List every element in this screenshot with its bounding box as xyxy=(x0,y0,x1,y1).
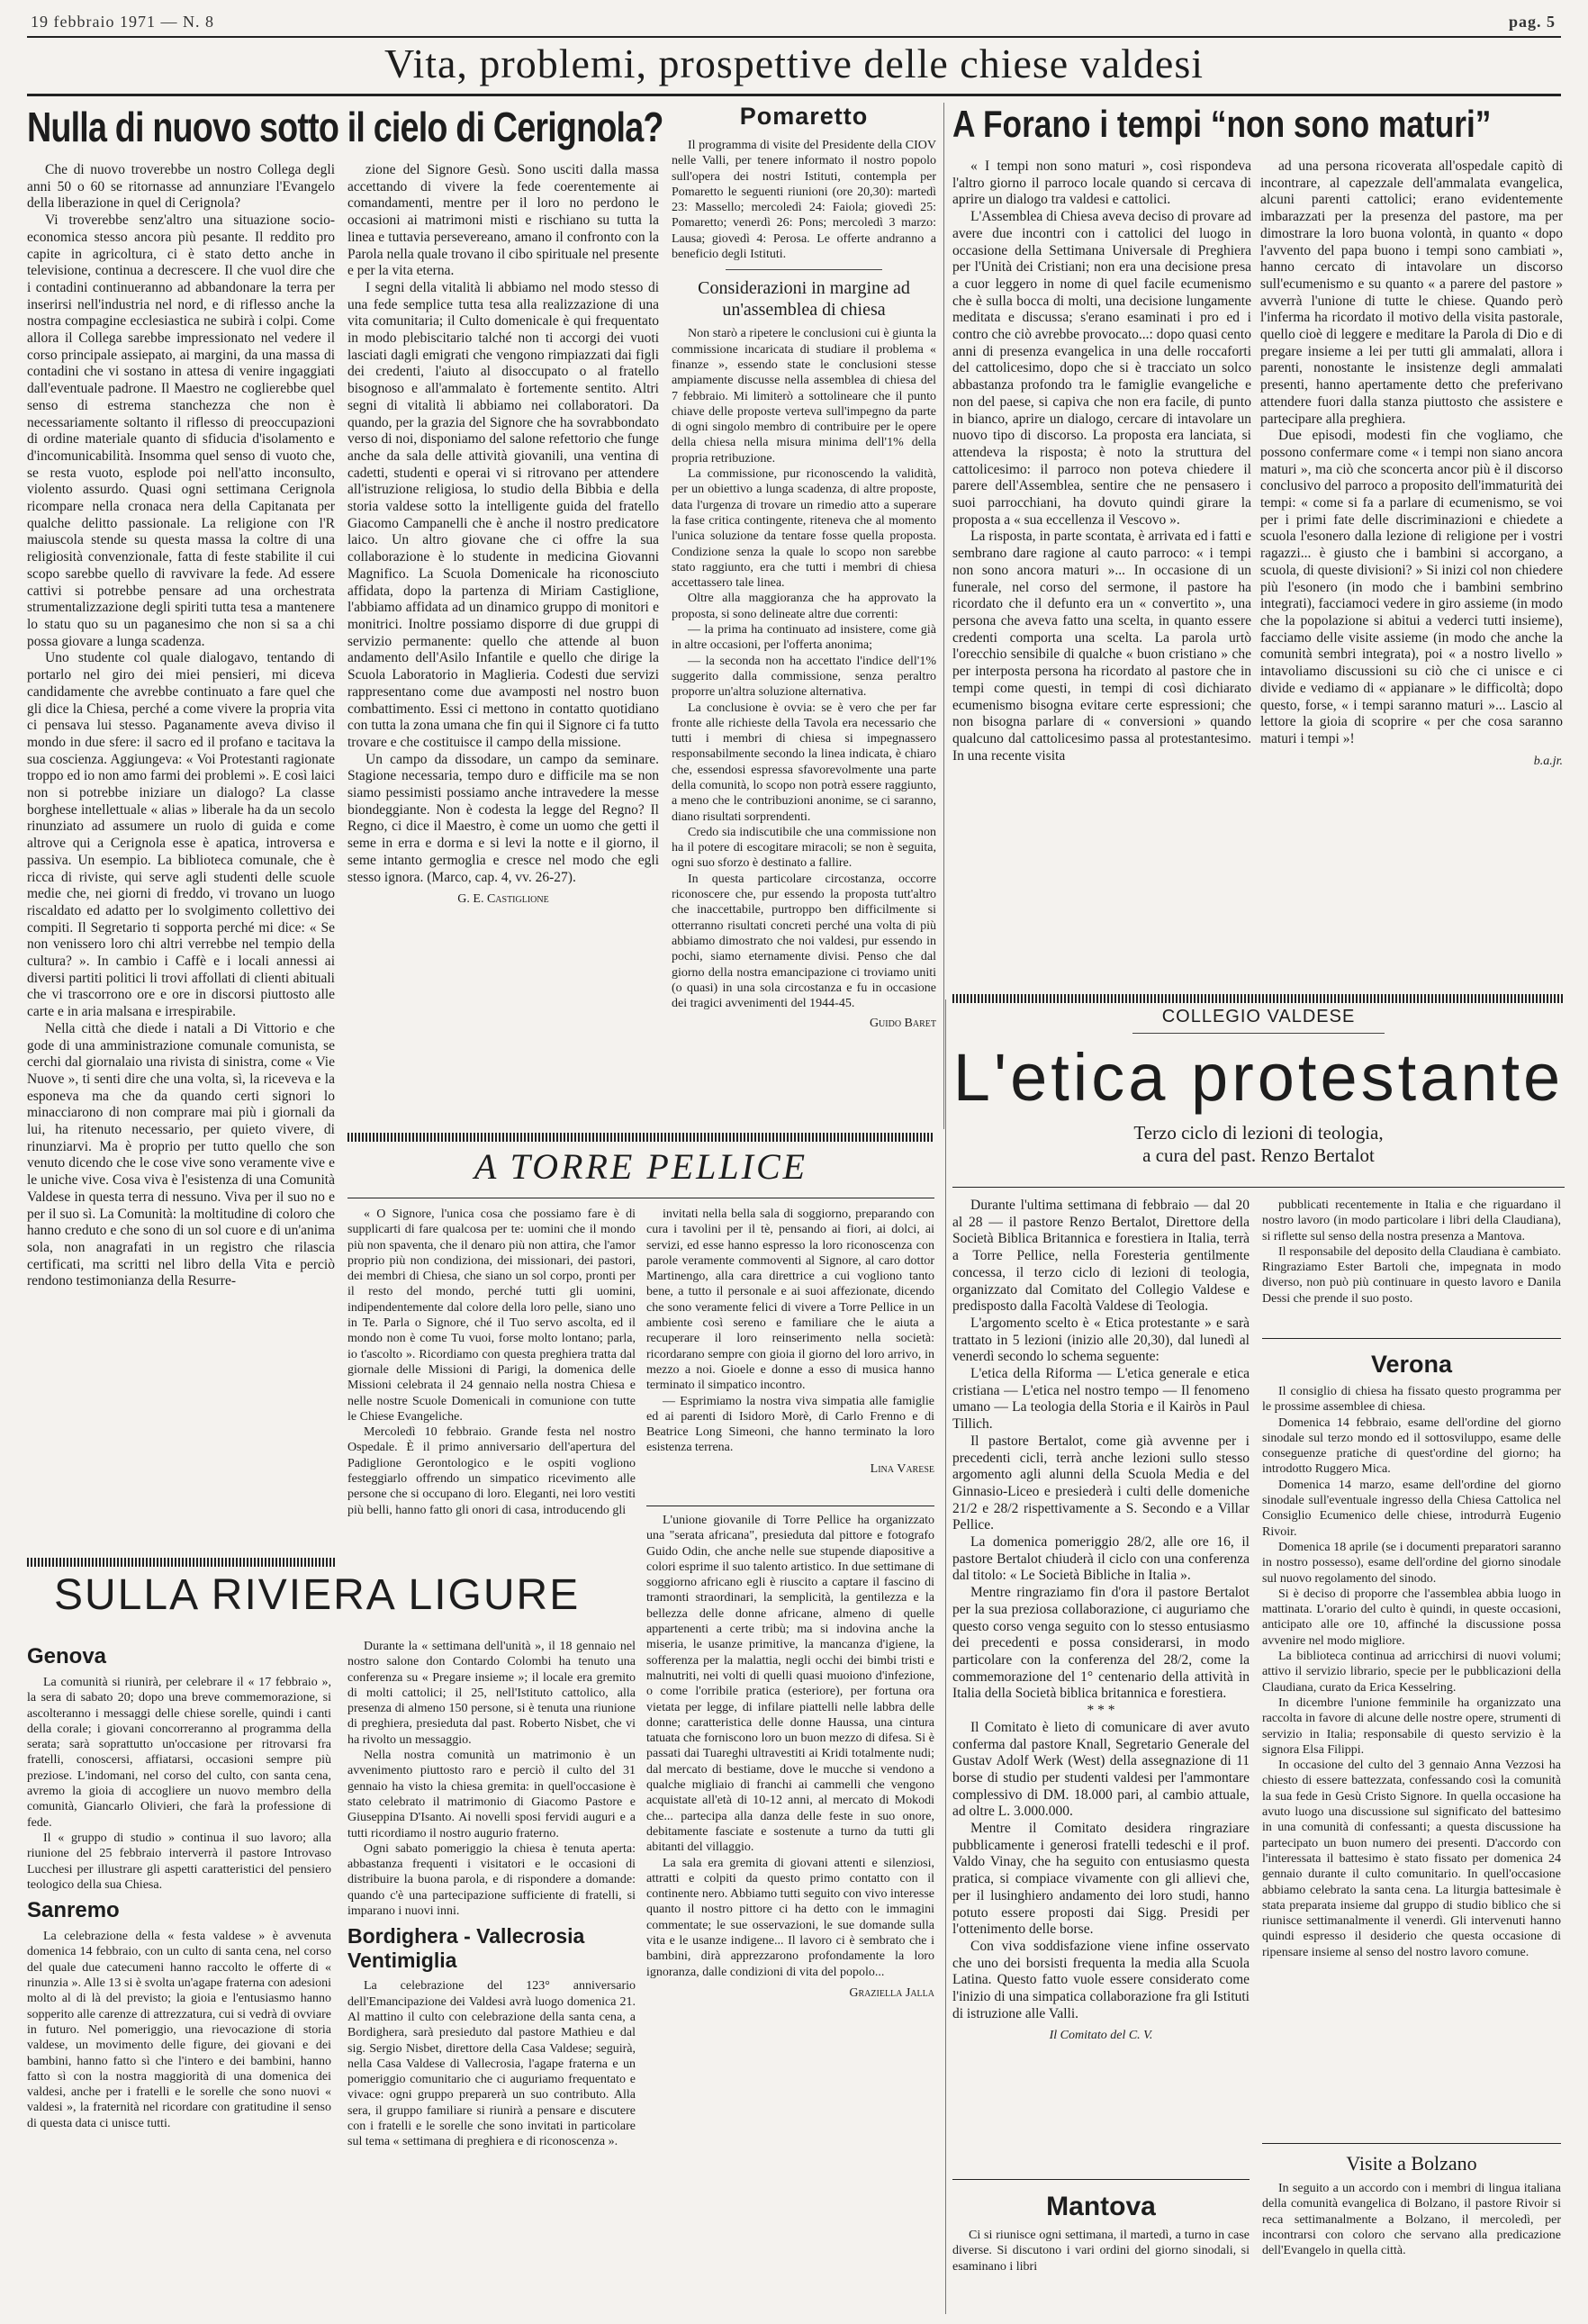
torre-column-3 xyxy=(646,1513,934,2305)
sanremo-title: Sanremo xyxy=(27,1898,120,1923)
forano-headline: A Forano i tempi “non sono maturi” xyxy=(952,103,1492,145)
paragraph: Domenica 18 aprile (se i documenti preparatori saranno in nostro possesso), esame dell'ordine del giorno sinodale sul nuovo regolamento del sinodo. xyxy=(1262,1540,1561,1586)
verona-body xyxy=(1262,1384,1561,1960)
paragraph: Il responsabile del deposito della Claudiana è cambiato. Ringraziamo Ester Bartoli che, impegnata in modo diverso, non può più continuare in questo lavoro e Danila Dessi che prende il suo posto. xyxy=(1262,1244,1561,1306)
collegio-subtitle-1: Terzo ciclo di lezioni di teologia, xyxy=(1133,1122,1384,1144)
riviera-col2-body xyxy=(347,1639,636,1919)
collegio-column-2 xyxy=(1262,1198,1561,1324)
paragraph: Vi troverebbe senz'altro una situazione socio-economica stesso ancora più pesante. Il reddito pro capite in agricoltura, ci è stato detto anche in televisione, continua a decrescere. Il che vuol dire che i contadini continueranno ad abbandonare la terra per inserirsi nell'industria nel nord, e di riflesso anche la nostra compagine ecclesiastica ne subirà i colpi. Come allora il Collega sarebbe impressionato nel vedere il corso principale assiepato, ai margini, da una massa di contadini che vi sostano in attesa di venire ingaggiati dall'eventuale padrone. Il Maestro ne coglierebbe quel senso di estrema stanchezza che non è necessariamente soltanto il riflesso di preoccupazioni di ordine materiale quanto di sfiducia d'isolamento e d'incomunicabilità. Insomma quel senso di vuoto che, se resta vuoto, esplode poi nell'atto inconsulto, violento assurdo. Quasi ogni settimana Cerignola ricompare nella cronaca nera della Capitanata per qualche delitto passionale. La religione con l'R maiuscola stende su questa massa la coltre di una religiosità convenzionale, fatta di feste stabilite il cui scopo sarebbe quello di ravvivare la fede. Ad essere cattivi si potrebbe pensare ad una orchestrata strumentalizzazione degli spiriti tutta tesa a mantenere lo statu quo su un paganesimo che non si sa a chi possa giovare a lunga scadenza. xyxy=(27,213,335,649)
paragraph: Uno studente col quale dialogavo, tentando di portarlo nel giro dei miei pensieri, mi diceva candidamente che avrebbe continuato a fare quel che gli dice la Chiesa, perché a come vivere la propria vita ci pensava lui stesso. Paganamente aveva diviso il mondo in due sfere: il sacro ed il profano e tacitava la sua coscienza. Aggiungeva: « Voi Protestanti ragionate troppo ed io non amo farmi dei problemi ». E così laici non si potrebbe iniziare un dialogo? La classe borghese intellettuale « alias » liberale ha da un secolo rinunziato ad assumere un ruolo di guida e come altrove qui a Cerignola esse è apatica, introversa e passiva. Un esempio. La biblioteca comunale, che è ricca di riviste, qui serve agli studenti delle scuole medie che, nei giorni di freddo, vi trovano un luogo riscaldato ed adatto per lo svolgimento collettivo dei compiti. Il Segretario ti sopporta perché mi dice: « Se non venissero loro chi altri verrebbe nel tempio della cultura? ». In cambio i Caffè e i locali annessi ai diversi partiti politici li trovi affollati di clienti abituali che vi trascorrono ore e ore in discorsi piuttosto alle carte e in aria malsana e irrespirabile. xyxy=(27,650,335,1020)
paragraph: L'unione giovanile di Torre Pellice ha organizzato una "serata africana", presieduta dal pittore e fotografo Guido Odin, che anche nelle sue stupende diapositive a colori esprime il suo talento artistico. In due settimane di soggiorno africano egli è riuscito a captare il fascino di tramonti straordinari, la semplicità, la gentilezza e la bellezza delle donne africane, almeno di quelle appartenenti a certe tribù; ma si indovina anche la miseria, le usanze primitive, la mancanza d'igiene, la sofferenza per la malattia, negli occhi dei bimbi tristi e malnutriti, nei volti di quelli quasi muoiono d'infezione, o come l'orribile pratica (esteriore), per fortuna ora vietata per legge, di infilare piattelli nelle labbra delle donne; caratteristica delle donne Haussa, una cintura tatuata che forniscono loro un buon mezzo di difesa. Si è passati dai Tuareghi ultravestiti ai Kridi totalmente nudi; dal mercato di bestiame, dove le mucche si vendono a qualche migliaio di franchi ai cammelli che vengono acquistate all'età di 10-12 anni, al mercato di Mokodi che... partecipa alla danza delle feste in suo onore, debitamente fasciate e sostenute a turno da tutti gli abitanti del villaggio. xyxy=(646,1514,934,1855)
pomaretto-article xyxy=(672,103,936,1138)
paragraph: La comunità si riunirà, per celebrare il « 17 febbraio », la sera di sabato 20; dopo una breve commemorazione, si ascolteranno i messaggi delle chiese sorelle, quindi i canti della corale; i giovani concorreranno al programma della serata; sarà soprattutto un'occasione per ritrovarsi fra fratelli, conoscersi, affiatarsi, occasioni sempre più preziose. L'indomani, nel corso del culto, con santa cena, avremo la gioia di accogliere un nuovo membro della comunità, Giancarlo Olivieri, che farà la professione di fede. xyxy=(27,1676,331,1830)
paragraph: La conclusione è ovvia: se è vero che per far fronte alle richieste della Tavola era necessario che tutti i membri di chiesa si impegnassero responsabilmente secondo la linea indicata, è chiaro che, essendosi espressa sfavorevolmente una parte della comunità, lo scopo non potrà essere raggiunto, a meno che le contribuzioni anonime, se ci saranno, diano risultati sorprendenti. xyxy=(672,701,936,824)
paragraph: zione del Signore Gesù. Sono usciti dalla massa accettando di vivere la fede coerentemente ai comandamenti, mentre per il loro no perdono le occasioni ai matrimoni misti e rischiano su tutta la linea e tuttavia persevereano, amano il confronto con la Parola nella quale trovano il cibo spirituale nel presente e per la vita eterna. xyxy=(347,162,659,279)
forano-column-2 xyxy=(1260,158,1563,987)
separator xyxy=(347,1133,934,1142)
forano-signature: b.a.jr. xyxy=(1533,754,1563,768)
sanremo-body xyxy=(27,1929,331,2131)
torre-column-2 xyxy=(646,1207,934,1504)
paragraph: « O Signore, l'unica cosa che possiamo fare è di supplicarti di fare qualcosa per te: uomini che il mondo più non spaventa, che il denaro più non attira, che l'amor proprio più non condiziona, dei missionari, dei pastori, dei membri di Chiesa, che siano un sol corpo, pronti per il resto del mondo, perché tutti gli uomini, indipendentemente dal colore della loro pelle, siano uno in Te. Parla o Signore, ché il Tuo servo ascolta, ed il mondo non è come Tu vuoi, forse molto lontano; parla, io t'ascolto ». Ricordiamo con questa preghiera tratta dal giornale delle Missioni di Parigi, la domenica delle Missioni celebrata il 24 gennaio nella nostra Chiesa e nelle nostre Scuole Domenicali in comunione con tutte le Chiese Evangeliche. xyxy=(347,1207,636,1424)
paragraph: Il pastore Bertalot, come già avvenne per i precedenti cicli, terrà anche lezioni sullo stesso argomento agli alunni della Scuola Media e del Ginnasio-Liceo e presiederà i culti delle domeniche 21/2 e 28/2 rispettivamente a S. Secondo e a Villar Pellice. xyxy=(952,1433,1250,1533)
riviera-column-1 xyxy=(27,1639,331,2314)
forano-headline-box xyxy=(952,103,1565,157)
paragraph: La celebrazione del 123° anniversario dell'Emancipazione dei Valdesi avrà luogo domenica 21. Al mattino il culto con celebrazione della santa cena, a Bordighera, sarà presieduto dal pastore Mathieu e dal sig. Sergio Nisbet, direttore della Casa Valdese; seguirà, nella Casa Valdese di Vallecrosia, l'agape fraterna e un pomeriggio comunitario che ci auguriamo frequentato e vivace: ogni gruppo preparerà un suo contributo. Alla sera, il gruppo familiare si riunirà a pensare e discutere con i fratelli e le sorelle che sono invitati in particolare sul tema « settimana di preghiera e di riconoscenza ». xyxy=(347,1979,636,2149)
paragraph: pubblicati recentemente in Italia e che riguardano il nostro lavoro (in modo particolare i libri della Claudiana), si riflette sul senso della nostra presenza a Mantova. xyxy=(1262,1198,1561,1243)
section-kicker: Vita, problemi, prospettive delle chiese valdesi xyxy=(383,41,1205,86)
paragraph: Credo sia indiscutibile che una commissione non ha il potere di escogitare miracoli; se non è seguita, ogni suo sforzo è destinato a fallire. xyxy=(672,825,936,871)
paragraph: L'argomento scelto è « Etica protestante » e sarà trattato in 5 lezioni (inizio alle 20,30), dal lunedì al venerdì secondo lo schema seguente: xyxy=(952,1315,1250,1365)
paragraph: Con viva soddisfazione viene infine osservato che uno dei borsisti frequenta la media alla Scuola Latina. Questo fatto vuole essere considerato come l'inizio di una simpatica collaborazione fra gli Istituti di istruzione alle Valli. xyxy=(952,1938,1250,2021)
bolzano-body xyxy=(1262,2181,1561,2258)
mantova-article xyxy=(952,2186,1250,2312)
forano-column-1 xyxy=(952,158,1251,987)
paragraph: Il Comitato è lieto di comunicare di aver avuto conferma dal pastore Knall, Segretario Generale del Gustav Adolf Werk (West) della assegnazione di 11 borse di studio per studenti valdesi per l'ammontare complessivo di DM. 18.000 pari, al cambio attuale, ad oltre L. 3.000.000. xyxy=(952,1719,1250,1820)
pomaretto-body xyxy=(672,326,936,1011)
riviera-column-2 xyxy=(347,1639,636,2314)
page-number: pag. 5 xyxy=(1508,13,1556,31)
paragraph: La commissione, pur riconoscendo la validità, per un obiettivo a lunga scadenza, di altre proposte, data l'urgenza di trovare un rimedio atto a superare la fase critica contingente, riteneva che al momento l'unica soluzione da tentare fosse quella proposta. Condizione senza la quale lo scopo non sarebbe stato raggiunto, era che tutti i membri di chiesa accettassero tale linea. xyxy=(672,467,936,591)
paragraph: ad una persona ricoverata all'ospedale capitò di incontrare, al capezzale dell'ammalata evangelica, alcuni parenti cattolici; erano evidentemente imbarazzati per la presenza del pastore, ma per dimostrare la loro buona volontà, in quanto « dopo l'avvento del papa buono i tempi sono cambiati », hanno cercato di intavolare un discorso sull'ecumenismo e su quanto « a parere del pastore » avverrà l'unione di tutte le chiese. Quando però l'inferma ha ricordato il motivo della visita pastorale, quello cioè di leggere e meditare la Parola di Dio e di pregare insieme a lei per tutti gli ammalati, allora i parenti, nonostante le insistenze degli ammalati presenti, hanno apertamente detto che preferivano attendere fuori dalla stanza piuttosto che assistere e partecipare alla preghiera. xyxy=(1260,158,1563,427)
paragraph: * * * xyxy=(1087,1703,1115,1719)
collegio-title: L'etica protestante xyxy=(952,1040,1565,1115)
paragraph: Mentre il Comitato desidera ringraziare pubblicamente i generosi fratelli tedeschi e il prof. Valdo Vinay, che ha seguito con entusiasmo questa pratica, si compiace vivamente con gli allievi che, per il lusinghiero andamento dei loro studi, hanno potuto essere proposti dai Sigg. Presidi per l'ottenimento delle borse. xyxy=(952,1821,1250,1938)
mantova-title: Mantova xyxy=(1046,2192,1156,2221)
paragraph: La risposta, in parte scontata, è arrivata ed i fatti e sembrano dare ragione al cauto parroco: « i tempi non sono ancora maturi »... In occasione di un funerale, nel corso del sermone, il pastore ha ricordato che il defunto era un « convertito », una persona che aveva fatto una scelta, in quanto essere credenti comporta una scelta. La parola urtò l'orecchio sensibile di qualche « buon cristiano » che per interposta persona ha ricordato al pastore che in tempi come questi, in tempi di così dichiarato ecumenismo bisogna evitare certe espressioni; che non bisogna parlare di « conversioni » quando qualcuno dal cattolicesimo passa al protestantesimo. In una recente visita xyxy=(952,529,1251,764)
paragraph: Il programma di visite del Presidente della CIOV nelle Valli, per tenere informato il nostro popolo sull'opera dei nostri Istituti, contempla per Pomaretto le seguenti riunioni (ore 20,30): martedì 23: Massello; mercoledì 24: Faiola; giovedì 25: Pomaretto; venerdì 26: Pons; mercoledì 3 marzo: Lausa; giovedì 4: Perosa. Le offerte andranno a beneficio degli Istituti. xyxy=(672,139,936,262)
pomaretto-title: Pomaretto xyxy=(739,103,869,130)
paragraph: La sala era gremita di giovani attenti e silenziosi, attratti e colpiti da questo primo contatto con il continente nero. Abbiamo tutti seguito con vivo interesse quanto il nostro pittore ci ha detto con le immagini commentate; le sue osservazioni, le sue domande sulla vita e le usanze indigene... Il lavoro ci è sembrato che i bambini, dirà apprezzarono profondamente la loro ignoranza, dalle condizioni di vita del popolo... xyxy=(646,1856,934,1979)
paragraph: Due episodi, modesti fin che vogliamo, che possono confermare come « i tempi non siano ancora maturi », ma ciò che sconcerta ancor più è il discorso conclusivo del parroco a proposito dell'immaturità dei tempi: « come si fa a parlare di ecumenismo, se voi per i primi fate delle discriminazioni e chiedete a scuola l'esonero dalla lezione di religione per i vostri ragazzi... è giusto che i bambini si accorgano, a scuola, di queste divisioni? » Si inizi col non chiedere più l'esonero (in modo che i bambini sembrino integrati), facciamoci vedere in giro assieme (in modo che la popolazione si abitui a vederci tutti insieme), facciamo delle visite assieme (in modo che anche la comunità sembri integrata), poi « a nostro livello » intavoliamo discussioni su ciò che ci unisce e ci divide e vediamo di « appianare » le difficoltà; dopo questo, forse, « i tempi saranno maturi »... Lascio al lettore la gioia di scoprire « per che cosa saranno maturi i tempi »! xyxy=(1260,428,1563,746)
separator xyxy=(27,1558,335,1567)
cerignola-column-2 xyxy=(347,162,659,1117)
paragraph: Nella nostra comunità un matrimonio è un avvenimento piuttosto raro e perciò il culto del 31 gennaio ha visto la chiesa gremita: in quell'occasione è stato celebrato il matrimonio di Giacomo Pastore e Giuseppina D'Isanto. Ai novelli sposi fervidi auguri e a tutti ricordiamo il nostro augurio fraterno. xyxy=(347,1749,636,1840)
bordighera-body xyxy=(347,1978,636,2149)
paragraph: Domenica 14 febbraio, esame dell'ordine del giorno sinodale sul terzo mondo ed il sottosviluppo, esame delle conseguenze pratiche di quest'ordine del giorno; ha introdotto Ruggero Mica. xyxy=(1262,1415,1561,1477)
bordighera-title: Bordighera - Vallecrosia Ventimiglia xyxy=(347,1924,585,1973)
paragraph: I segni della vitalità li abbiamo nel modo stesso di una fede semplice tutta tesa alla realizzazione di una vita comunitaria; il Culto domenicale è qui frequentato in modo plebiscitario talché non ti accorgi dei vuoti lasciati dagli emigrati che vengono rimpiazzati dai figli dei credenti, l'aiuto al disoccupato o al fratello bisognoso e all'ammalato è fortemente sentito. Altri segni di vitalità li abbiamo nei collaboratori. Da quando, per la grazia del Signore che ha sovrabbondato verso di noi, disponiamo del salone refettorio che funge anche da sala delle attività giovanili, una ventina di cadetti, studenti e operai vi si ritrovano per attendere all'istruzione religiosa, lo studio della Bibbia e della storia valdese sotto la intelligente guida del fratello Giacomo Campanelli che è anche il nostro predicatore laico. Un altro giovane che ci offre la sua collaborazione è lo studente in medicina Giovanni Magnifico. La Scuola Domenicale ha riconosciuto affidata, dopo la partenza di Miriam Castiglione, l'abbiamo affidata ad un dinamico gruppo di monitori e monitrici. Inoltre possiamo disporre di due gruppi di servizio permanente: quello che attende al buon andamento dell'Asilo Infantile e quello che dirige la Scuola Laboratorio in Maglieria. Codesti due servizi rappresentano come due avamposti nel nostro buon combattimento. Essi ci mettono in contatto quotidiano con tutta la zona umana che fin qui il Signore ci fa tutto trovare e che costituisce il campo della missione. xyxy=(347,279,659,750)
paragraph: Mentre ringraziamo fin d'ora il pastore Bertalot per la sua preziosa collaborazione, ci auguriamo che questo corso venga seguito con lo stesso entusiasmo dei precedenti e possa considerarsi, in modo particolare con la conferenza del 28/2, come la commemorazione del 1° centenario della attività in Italia della Società biblica britannica e forestiera. xyxy=(952,1585,1250,1702)
paragraph: In dicembre l'unione femminile ha organizzato una raccolta in favore di alcune delle nostre opere, strumenti di servizio in Italia; responsabile di questo servizio è la signora Elsa Filippi. xyxy=(1262,1696,1561,1757)
issue-date: 19 febbraio 1971 — N. 8 xyxy=(31,13,214,31)
paragraph: — la seconda non ha accettato l'indice dell'1% suggerito dalla commissione, senza peraltro proporre un'altra soluzione alternativa. xyxy=(672,654,936,700)
torre-header xyxy=(347,1145,934,1196)
riviera-title: SULLA RIVIERA LIGURE xyxy=(54,1571,581,1619)
paragraph: Il consiglio di chiesa ha fissato questo programma per le prossime assemblee di chiesa. xyxy=(1262,1385,1561,1415)
torre-title: A TORRE PELLICE xyxy=(474,1146,808,1187)
collegio-signature: Il Comitato del C. V. xyxy=(1049,2029,1153,2043)
verona-article xyxy=(1262,1345,1561,2138)
paragraph: La domenica pomeriggio 28/2, alle ore 16, il pastore Bertalot chiuderà il ciclo con una conferenza dal titolo: « Le Società Bibliche in Italia ». xyxy=(952,1534,1250,1584)
paragraph: L'Assemblea di Chiesa aveva deciso di provare ad avere due incontri con i cattolici del luogo in occasione della Settimana Universale di Preghiera per l'Unità dei Cristiani; non era una decisione presa a cuor leggero in nome di quel facile ecumenismo che è sulla bocca di molti, una decisione lungamente meditata e discussa; s'erano esaminati i pro ed i contro che ciò avrebbe provocato...: dopo quasi cento anni di presenza evangelica in una delle roccaforti del cattolicesimo, dopo che si è tracciato un solco abbastanza profondo tra le famiglie evangeliche e non del paese, si capiva che non era facile, di punto in bianco, aprire un dialogo, cercare di intavolare un nuovo tipo di discorso. La proposta era lanciata, si attendeva la risposta; è noto la struttura del cattolicesimo: il parroco non poteva chiedere il parere dell'Assemblea, sentire che ne pensasero i suoi parrocchiani, ha dovuto quindi girare la proposta a « sua eccellenza il Vescovo ». xyxy=(952,209,1251,528)
bolzano-article xyxy=(1262,2152,1561,2314)
paragraph: Ogni sabato pomeriggio la chiesa è tenuta aperta: abbastanza frequenti i visitatori e le occasioni di distribuire la buona parola, e di rispondere a domande: quando c'è una partecipazione sufficiente di fratelli, si imparano i nuovi inni. xyxy=(347,1841,636,1919)
paragraph: Non starò a ripetere le conclusioni cui è giunta la commissione incaricata di studiare il problema « finanze », essendo state le conclusioni stesse ampiamente discusse nella assemblea di chiesa del 7 febbraio. Mi limiterò a sottolineare che il punto chiave delle proposte verteva sull'impegno da parte di ogni singolo membro di contribuire per le opere della chiesa nella misura minima dell'1% della propria retribuzione. xyxy=(672,327,936,466)
genova-title: Genova xyxy=(27,1644,107,1668)
verona-title: Verona xyxy=(1370,1351,1453,1378)
paragraph: Durante l'ultima settimana di febbraio — dal 20 al 28 — il pastore Renzo Bertalot, Direttore della Società Biblica Britannica e forestiera in Italia, terrà a Torre Pellice, nella Foresteria gentilmente concessa, il terzo ciclo di lezioni di teologia, organizzato dal Comitato del Collegio Valdese e predisposto dalla Facoltà Valdese di Teologia. xyxy=(952,1198,1250,1315)
paragraph: « I tempi non sono maturi », così rispondeva l'altro giorno il parroco locale quando si cercava di aprire un dialogo tra valdesi e cattolici. xyxy=(952,158,1251,208)
cerignola-column-1 xyxy=(27,162,335,1553)
mantova-body xyxy=(952,2228,1250,2274)
paragraph: In seguito a un accordo con i membri di lingua italiana della comunità evangelica di Bolzano, il pastore Rivoir si reca settimanalmente a Bolzano, il mercoledì, per incontrarsi con coloro che servano alla predicazione dell'Evangelo in quella città. xyxy=(1262,2182,1561,2258)
collegio-label: COLLEGIO VALDESE xyxy=(1161,1007,1356,1026)
separator xyxy=(952,994,1565,1003)
collegio-header xyxy=(952,1007,1565,1187)
pomaretto-subtitle: Considerazioni in margine ad un'assemblea di chiesa xyxy=(698,278,910,321)
genova-body xyxy=(27,1675,331,1893)
cerignola-headline: Nulla di nuovo sotto il cielo di Cerignola? xyxy=(27,104,663,150)
torre-signature-1: Lina Varese xyxy=(870,1461,934,1476)
pomaretto-signature: Guido Baret xyxy=(869,1017,936,1031)
paragraph: Domenica 14 marzo, esame dell'ordine del giorno sinodale sull'eventuale ingresso della Chiesa Cattolica nel Consiglio Ecumenico delle chiese, introdurrà Eugenio Rivoir. xyxy=(1262,1478,1561,1539)
riviera-header xyxy=(27,1570,636,1633)
paragraph: Che di nuovo troverebbe un nostro Collega degli anni 50 o 60 se ritornasse ad annunziare l'Evangelo della liberazione in quel di Cerignola? xyxy=(27,162,335,212)
paragraph: Nella città che diede i natali a Di Vittorio e che gode di una amministrazione comunale comunista, se cerchi dal giornalaio una rivista di sinistra, come « Vie Nuove », ti senti dire che una volta, sì, la riceveva e la esponeva ma che da quando certi signori lo minacciarono di non comprare mai più i giornali da lui, ha ritenuto necessario, per quieto vivere, di rinunziarvi. Ma è proprio per tutto quello che son venuto dicendo che le cose vive sono veramente vive e le uniche vive. Cosa viva è l'esistenza di una Comunità Valdese in questa terra di nessuno. Viva per il suo no e per il suo sì. La Comunità: la moltitudine di coloro che hanno creduto e che sono di un sol cuore e di un'anima sola, non anagrafati in un registro che rilascia certificati, ma scritti nel libro della Vita e perciò rendono testimonianza della Resurre- xyxy=(27,1020,335,1289)
paragraph: Ci si riunisce ogni settimana, il martedì, a turno in case diverse. Si discutono i vari ordini del giorno sinodali, si esaminano i libri xyxy=(952,2229,1250,2274)
bolzano-title: Visite a Bolzano xyxy=(1346,2152,1477,2175)
paragraph: — la prima ha continuato ad insistere, come già in altre occasioni, per l'offerta anonima; xyxy=(672,623,936,653)
torre-signature-2: Graziella Jalla xyxy=(849,1985,934,2000)
paragraph: Un campo da dissodare, un campo da seminare. Stagione necessaria, tempo duro e difficile ma se non siamo pessimisti possiamo anche intravedere la messe biondeggiante. Non è codesta la legge del Regno? Il Regno, ci dice il Maestro, è come un uomo che getti il seme in erra e dorma e si levi la notte e il giorno, il seme intanto germoglia e cresce nel modo che egli stesso ignora. (Marco, cap. 4, vv. 26-27). xyxy=(347,751,659,885)
paragraph: Oltre alla maggioranza che ha approvato la proposta, si sono delineate altre due correnti: xyxy=(672,592,936,621)
paragraph: invitati nella bella sala di soggiorno, preparando con cura i tavolini per il tè, pensando ai fiori, ai dolci, ai servizi, ed esse hanno espresso la loro riconoscenza con parole veramente commoventi al Signore, al caro dottor Martinengo, alla cara direttrice a cui vogliono tanto bene, a tutto il personale e ai suoi affezionate, dicendo che sono veramente felici di vivere a Torre Pellice in un ambiente così sereno e familiare che le aiuta a recuperare il loro reinserimento nella società: ricordarano sempre con gioia il giorno del loro arrivo, in mezzo a noi. Gioele e donne a esso di musica hanno terminato il simpatico incontro. xyxy=(646,1207,934,1393)
paragraph: Si è deciso di proporre che l'assemblea abbia luogo in mattinata. L'orario del culto è quindi, in queste occasioni, anticipato alle ore 10, affinché la discussione possa avvenire nel modo migliore. xyxy=(1262,1587,1561,1648)
paragraph: In questa particolare circostanza, occorre riconoscere che, pur essendo la proposta tutt'altro che inaccettabile, purtroppo ben difficilmente si otterranno risultati concreti perché una volta di più abbiamo dimostrato che noi valdesi, pur essendo in pochi, siamo eternamente divisi. Penso che dal giorno della nostra emancipazione ci troviamo uniti (o quasi) in una sola circostanza e fu in occasione dei tragici avvenimenti del 1944-45. xyxy=(672,872,936,1011)
cerignola-signature: G. E. Castiglione xyxy=(457,892,549,907)
collegio-subtitle-2: a cura del past. Renzo Bertalot xyxy=(1142,1144,1375,1166)
pomaretto-intro xyxy=(672,138,936,262)
paragraph: Mercoledì 10 febbraio. Grande festa nel nostro Ospedale. È il primo anniversario dell'apertura del Padiglione Gerontologico e le ospiti vogliono festeggiarlo offrendo un simpatico ricevimento alle persone che si occupano di loro. Eleganti, nei loro vestiti più belli, hanno fatto gli onori di casa, introducendo gli xyxy=(347,1425,636,1517)
paragraph: La biblioteca continua ad arricchirsi di nuovi volumi; attivo il servizio librario, specie per le pubblicazioni della Claudiana, curato da Erica Kesselring. xyxy=(1262,1650,1561,1695)
paragraph: La celebrazione della « festa valdese » è avvenuta domenica 14 febbraio, con un culto di santa cena, nel corso del quale due catecumeni hanno raccolto le offerte di « rinunzia ». Alle 13 si è svolta un'agape fraterna con adesioni molto al di là del previsto; la gioia e l'entusiasmo hanno sopperito alle carenze di attrezzatura, cui si vedrà di ovviare in futuro. Nel pomeriggio, una rievocazione di storia valdese, un movimento delle figure, dei giovani e dei bambini, hanno fatto sì che l'intero e dei bambini, hanno fatto sì con la nostra maggiorità di una domenica dei valdesi, anche per i fratelli e le sorelle che sono nuovi « valdesi », la fraternità nel ricordare con gratitudine il senso di questa data ci unisce tutti. xyxy=(27,1930,331,2130)
paragraph: Il « gruppo di studio » continua il suo lavoro; alla riunione del 25 febbraio interverrà il pastore Introvaso Lucchesi per illustrare gli aspetti caratteristici del pensiero teologico della sua Chiesa. xyxy=(27,1831,331,1892)
paragraph: L'etica della Riforma — L'etica generale e etica cristiana — L'etica nel nostro tempo — Il fenomeno umano — La teologia della Storia e il Kairòs in Paul Tillich. xyxy=(952,1366,1250,1433)
paragraph: In occasione del culto del 3 gennaio Anna Vezzosi ha chiesto di essere battezzata, confessando così la comunità la sua fede in Gesù Cristo Signore. In quella occasione ha avuto luogo una discussione sul significato del battesimo in una comunità di confessanti; a questa discussione ha partecipato un buon numero dei presenti. D'accordo con l'interessata il battesimo è stato fissato per domenica 24 gennaio durante il culto comunitario. In quell'occasione abbiamo celebrato la santa cena. La liturgia battesimale è stata preparata insieme dal gruppo di studio biblico che si riunisce settimanalmente il venerdì. Gli intervenuti hanno quindi espresso il desiderio che questa occasione di ripensare insieme al senso del nostro lavoro comune. xyxy=(1262,1759,1561,1959)
paragraph: — Esprimiamo la nostra viva simpatia alle famiglie ed ai parenti di Isidoro Morè, di Carlo Frenno e di Beatrice Long Simeoni, che hanno terminato la loro esistenza terrena. xyxy=(646,1394,934,1455)
paragraph: Durante la « settimana dell'unità », il 18 gennaio nel nostro salone don Contardo Colombi ha tenuto una conferenza su « Pregare insieme »; il locale era gremito di molti cattolici; il 25, nell'Istituto cattolico, alla presenza di almeno 150 persone, si è tenuta una riunione di preghiera, presieduta dal past. Roberto Nisbet, che vi ha rivolto un messaggio. xyxy=(347,1640,636,1747)
collegio-column-1 xyxy=(952,1198,1250,2170)
